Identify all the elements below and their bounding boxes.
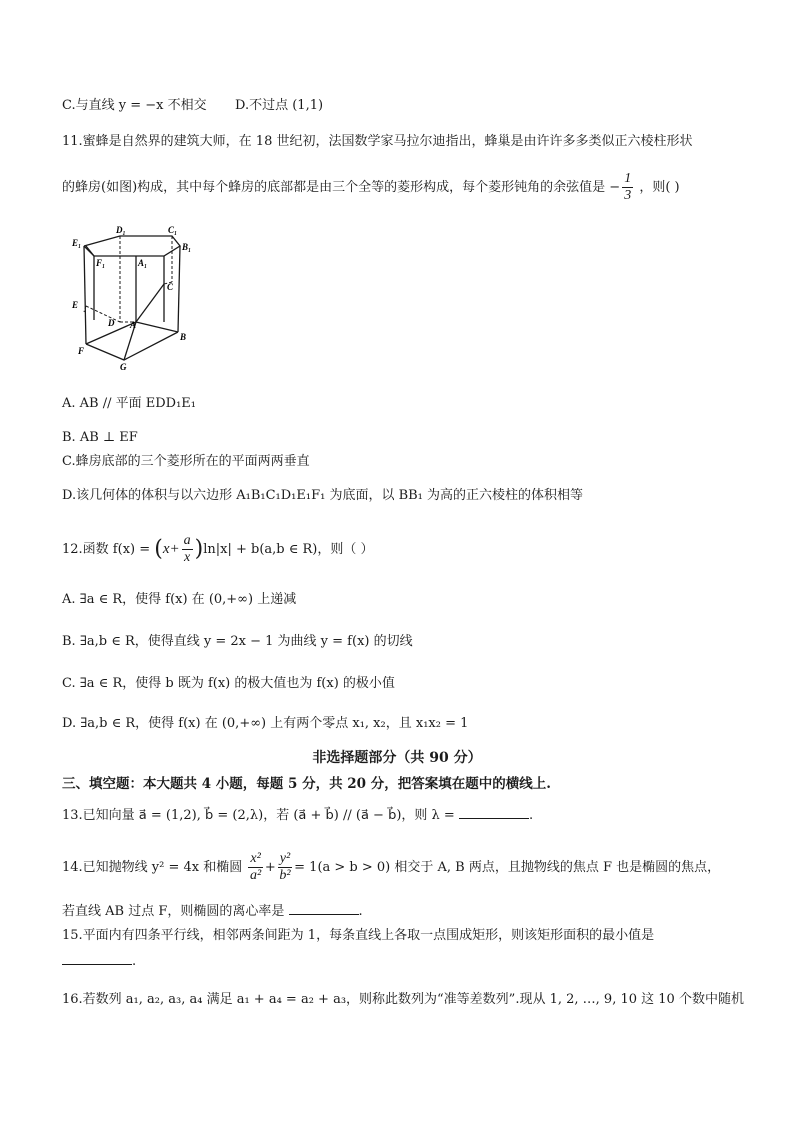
- q10-option-c: C.与直线 y = −x 不相交: [62, 98, 207, 113]
- q15-answer-blank[interactable]: [62, 952, 132, 965]
- label-b: B: [180, 332, 187, 342]
- q14-text-a: 14.已知抛物线 y² = 4x 和椭圆: [62, 860, 243, 875]
- q12-frac-denominator: x: [184, 550, 191, 565]
- q12-a-over-x: [182, 533, 193, 566]
- q11-option-b: B. AB ⊥ EF: [62, 430, 138, 445]
- q12-stem-suffix: ln|x| + b(a,b ∈ R)，则（ ）: [203, 542, 374, 557]
- q14-line2: [62, 902, 363, 922]
- q12-stem-prefix: 12.函数 f(x) =: [62, 542, 155, 557]
- q14-stem: 14.已知抛物线 y² = 4x 和椭圆 $\frac{\text{x²}}{\text{a²}}$ + $\frac{\text{y²}}{\text{b²}}$ = 1(a > b > 0) 相交于 A, B 两点，且抛物线的焦点 F 也是椭圆的焦点，: [62, 851, 721, 883]
- q13-tail: .: [528, 808, 534, 823]
- q12-option-a: A. ∃a ∈ R，使得 f(x) 在 (0,+∞) 上递减: [62, 592, 297, 607]
- label-e: E: [72, 300, 79, 310]
- label-c1: C₁: [168, 225, 178, 235]
- q15-tail: .: [132, 954, 137, 969]
- label-f: F: [78, 346, 85, 356]
- q14-tail: .: [358, 904, 363, 919]
- label-a1: A₁: [138, 258, 148, 268]
- q11-option-c: C.蜂房底部的三个菱形所在的平面两两垂直: [62, 454, 310, 469]
- q14-ellipse-x-term: [248, 851, 262, 884]
- q12-stem: [62, 532, 374, 567]
- q12-x: x+: [162, 541, 180, 557]
- label-d: D: [108, 318, 115, 328]
- q11-option-a: A. AB // 平面 EDD₁E₁: [62, 396, 196, 411]
- q13-answer-blank[interactable]: [459, 806, 529, 819]
- section-title: 非选择题部分（共 90 分）: [312, 750, 482, 766]
- label-e1: E₁: [72, 238, 82, 248]
- q12-option-c: C. ∃a ∈ R，使得 b 既为 f(x) 的极大值也为 f(x) 的极小值: [62, 676, 395, 691]
- section-heading: 三、填空题：本大题共 4 小题，每题 5 分，共 20 分，把答案填在题中的横线上.: [62, 776, 551, 792]
- q14-y-den: b²: [279, 868, 291, 883]
- q11-option-d: D.该几何体的体积与以六边形 A₁B₁C₁D₁E₁F₁ 为底面，以 BB₁ 为高的正六棱柱的体积相等: [62, 488, 584, 503]
- q12-option-d: D. ∃a,b ∈ R，使得 f(x) 在 (0,+∞) 上有两个零点 x₁, x₂，且 x₁x₂ = 1: [62, 716, 469, 731]
- q11-stem-line2: [62, 170, 680, 206]
- q11-cosine-fraction: [622, 171, 633, 204]
- q15-line2: [62, 952, 136, 972]
- q14-y-num: y²: [279, 851, 291, 866]
- q11-frac-sign: −: [609, 180, 621, 195]
- label-a: A: [130, 320, 137, 330]
- label-b1: B₁: [182, 242, 192, 252]
- q14-ellipse-y-term: [278, 851, 292, 884]
- label-d1: D₁: [116, 225, 126, 235]
- label-g: G: [120, 362, 127, 372]
- q14-answer-blank[interactable]: [289, 902, 359, 915]
- q16-stem: 16.若数列 a₁, a₂, a₃, a₄ 满足 a₁ + a₄ = a₂ + a₃，则称此数列为“准等差数列”.现从 1, 2, …, 9, 10 这 10 个数中随机: [62, 992, 744, 1007]
- q10-option-d: D.不过点 (1,1): [235, 98, 324, 113]
- label-c: C: [167, 282, 174, 292]
- honeycomb-cell-figure: [64, 222, 194, 372]
- q12-frac-numerator: a: [183, 533, 191, 548]
- q14-text-b: = 1(a > b > 0) 相交于 A, B 两点，且抛物线的焦点 F 也是椭圆的焦点，: [294, 860, 721, 875]
- q11-stem-line1: 11.蜜蜂是自然界的建筑大师，在 18 世纪初，法国数学家马拉尔迪指出，蜂巢是由许许多多类似正六棱柱形状: [62, 134, 693, 149]
- q12-left-paren: (: [154, 536, 163, 562]
- q11-stem-line2-tail: ，则( ): [639, 180, 680, 195]
- q13-text: 13.已知向量 a⃗ = (1,2), b⃗ = (2,λ)，若 (a⃗ + b⃗) // (a⃗ − b⃗)，则 λ =: [62, 808, 455, 823]
- q12-option-b: B. ∃a,b ∈ R，使得直线 y = 2x − 1 为曲线 y = f(x) 的切线: [62, 634, 413, 649]
- q12-right-paren: ): [194, 536, 204, 562]
- q14-x-num: x²: [250, 851, 261, 866]
- q13-stem: [62, 806, 533, 826]
- label-f1: F₁: [96, 258, 106, 268]
- q14-line2-text: 若直线 AB 过点 F，则椭圆的离心率是: [62, 904, 285, 919]
- q11-frac-denominator: 3: [624, 188, 632, 203]
- q15-stem: 15.平面内有四条平行线，相邻两条间距为 1，每条直线上各取一点围成矩形，则该矩形面积的最小值是: [62, 928, 655, 943]
- q11-stem-line2-text: 的蜂房(如图)构成，其中每个蜂房的底部都是由三个全等的菱形构成，每个菱形钝角的余弦值是: [62, 180, 606, 195]
- q14-x-den: a²: [250, 868, 262, 883]
- q11-frac-numerator: 1: [624, 171, 632, 186]
